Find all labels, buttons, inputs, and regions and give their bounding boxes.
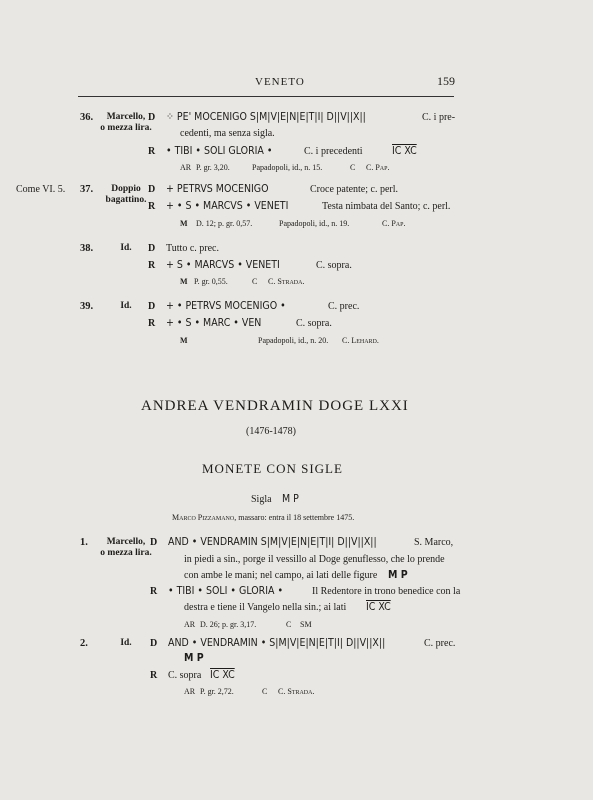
reverse-text: Testa nimbata del Santo; c. perl. [322,201,451,212]
grade: C [350,163,356,172]
obverse-legend: AND • VENDRAMIN S|M|V|E|N|E|T|I| D||V||X|| [168,536,377,548]
weight: P. gr. 2,72. [200,687,234,696]
metal: AR [184,620,196,629]
collection: SM [300,620,312,629]
entry-number: 37. [80,184,94,195]
obverse-label: D [148,184,156,195]
field-sigla: M P [388,569,408,581]
massaro-line: Marco Pizzamano, massaro: entra il 18 settembre 1475. [172,513,355,522]
section-title: ANDREA VENDRAMIN DOGE LXXI [141,398,409,414]
entry-number: 2. [80,638,88,649]
obverse-legend: + PETRVS MOCENIGO [166,183,269,195]
sigla: IC XC [366,601,391,613]
metal: M [180,277,188,286]
collection: C. Pap. [382,219,406,228]
entry-number: 36. [80,112,94,123]
sigla: IC XC [210,669,235,681]
metal: M [180,336,188,345]
reverse-legend: • TIBI • SOLI GLORIA • [166,145,273,157]
obverse-text: C. prec. [328,301,360,312]
collection: C. Strada. [278,687,315,696]
reverse-text: C. sopra. [316,260,352,271]
metal: AR [184,687,196,696]
obverse-text: in piedi a sin., porge il vessillo al Doge genuflesso, che lo prende [184,554,445,565]
section-subtitle: MONETE CON SIGLE [202,461,343,476]
reverse-legend: • TIBI • SOLI • GLORIA • [168,585,284,597]
reverse-legend: + • S • MARCVS • VENETI [166,200,289,212]
collection: C. Strada. [268,277,305,286]
obverse-label: D [150,638,158,649]
obverse-legend: ⁘ PE' MOCENIGO S|M|V|E|N|E|T|I| D||V||X|| [166,111,366,123]
obverse-label: D [148,112,156,123]
reverse-label: R [148,260,156,271]
entry-number: 39. [80,301,94,312]
field-sigla: M P [184,652,204,664]
reverse-label: R [148,146,156,157]
weight: P. gr. 3,20. [196,163,230,172]
collection: C. Pap. [366,163,390,172]
side-note: Come VI. 5. [16,184,66,195]
reverse-legend: + • S • MARC • VEN [166,317,262,329]
reverse-legend: + S • MARCVS • VENETI [166,259,280,271]
obverse-label: D [148,301,156,312]
entry-denomination: Id. [120,638,132,648]
obverse-label: D [150,537,158,548]
entry-number: 1. [80,537,88,548]
sigla-value: M P [282,493,299,505]
section-dates: (1476-1478) [246,426,296,437]
page-number: 159 [437,74,455,88]
weight: D. 12; p. gr. 0,57. [196,219,253,228]
metal: M [180,219,188,228]
reverse-text: destra e tiene il Vangelo nella sin.; ai lati [184,602,347,613]
header-rule [78,96,454,97]
obverse-text: con ambe le mani; nel campo, ai lati delle figure [184,570,378,581]
obverse-legend: AND • VENDRAMIN • S|M|V|E|N|E|T|I| D||V||X|| [168,637,386,649]
obverse-text: Tutto c. prec. [166,243,219,254]
reverse-text: C. sopra [168,670,202,681]
entry-denomination: Id. [120,301,132,311]
entry-denomination: Marcello, o mezza lira. [100,112,152,133]
collection: C. Lehard. [342,336,379,345]
reverse-label: R [148,201,156,212]
reference: Papadopoli, id., n. 20. [258,336,329,345]
grade: C [252,277,258,286]
obverse-legend: + • PETRVS MOCENIGO • [166,300,286,312]
weight: P. gr. 0,55. [194,277,228,286]
reference: Papadopoli, id., n. 19. [279,219,350,228]
sigla: IC XC [392,145,417,157]
entry-denomination: Marcello, o mezza lira. [100,537,152,558]
obverse-label: D [148,243,156,254]
grade: C [262,687,268,696]
entry-number: 38. [80,243,94,254]
obverse-text: S. Marco, [414,537,454,548]
entry-denomination: Doppio bagattino. [105,184,147,205]
reference: Papadopoli, id., n. 15. [252,163,323,172]
entry-denomination: Id. [120,243,132,253]
grade: C [286,620,292,629]
reverse-text: C. i precedenti [304,146,363,157]
obverse-text: C. i pre- [422,112,456,123]
obverse-text: C. prec. [424,638,456,649]
sigla-label: Sigla [251,494,272,505]
reverse-text: C. sopra. [296,318,332,329]
reverse-label: R [150,670,158,681]
weight: D. 26; p. gr. 3,17. [200,620,257,629]
reverse-text: Il Redentore in trono benedice con la [312,586,461,597]
running-header: VENETO [255,76,305,88]
obverse-text: cedenti, ma senza sigla. [180,128,275,139]
reverse-label: R [148,318,156,329]
reverse-label: R [150,586,158,597]
obverse-text: Croce patente; c. perl. [310,184,399,195]
metal: AR [180,163,192,172]
